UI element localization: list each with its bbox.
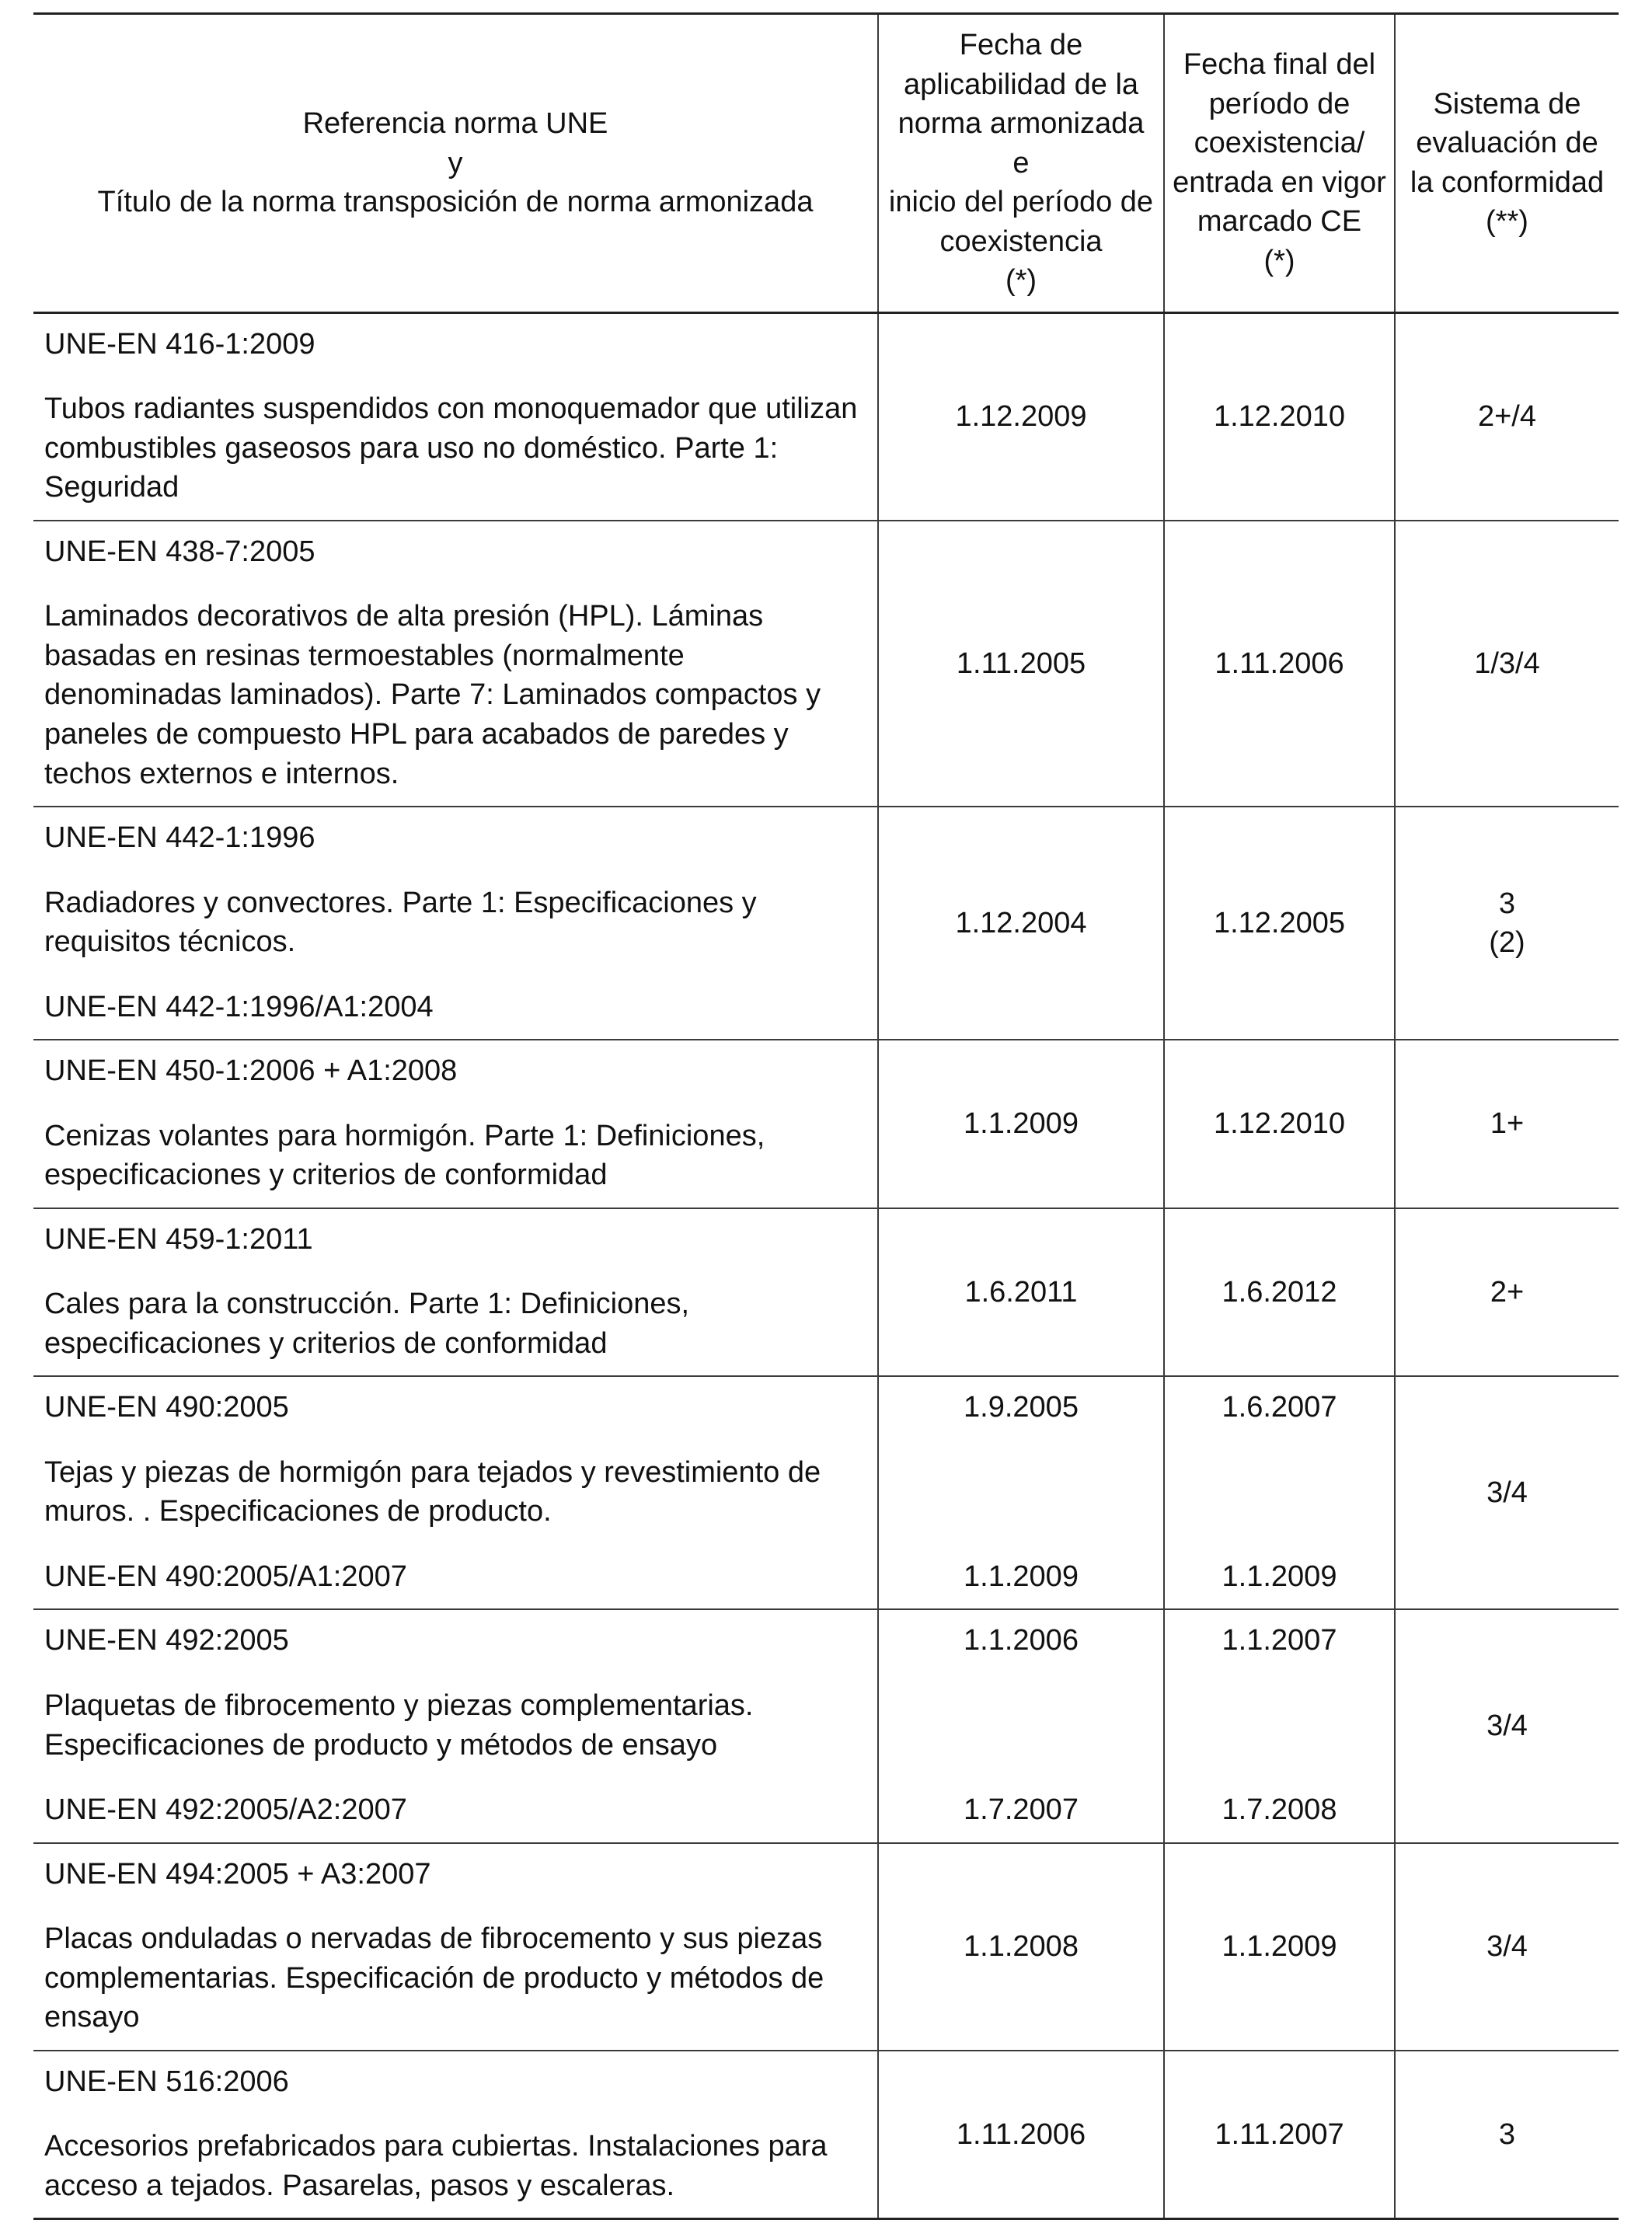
split-dates (885, 1388, 1157, 1596)
end-period-date: 1.11.2007 (1164, 2051, 1395, 2219)
standard-title: Laminados decorativos de alta presión (HPL). Láminas basadas en resinas termoestables (normalmente denominadas laminados). Parte 7: Laminados compactos y paneles de compuesto HPL para acabados de paredes y techos externos e internos. (44, 600, 821, 790)
amendment-end-period-date: 1.7.2008 (1222, 1793, 1337, 1826)
standard-code: UNE-EN 494:2005 + A3:2007 (44, 1857, 431, 1891)
header-system-line: (**) (1486, 205, 1528, 239)
split-dates (1171, 1388, 1388, 1596)
header-applicability-line: (*) (1005, 264, 1037, 298)
end-period-date: 1.6.2007 (1222, 1391, 1337, 1424)
table-row (33, 1376, 1619, 1609)
standard-title: Tejas y piezas de hormigón para tejados y revestimiento de muros. . Especificaciones de producto. (44, 1455, 821, 1528)
header-reference-line: y (448, 146, 463, 179)
applicability-date: 1.12.2009 (878, 312, 1164, 521)
header-applicability-line: norma armonizada e (897, 107, 1145, 179)
header-reference-line: Referencia norma UNE (302, 107, 608, 141)
header-end-period-line: entrada en vigor (1173, 166, 1386, 199)
header-end-period-line: coexistencia/ (1194, 127, 1365, 160)
standard-code: UNE-EN 490:2005 (44, 1391, 289, 1424)
standard-title: Cales para la construcción. Parte 1: Definiciones, especificaciones y criterios de conformidad (44, 1288, 690, 1360)
applicability-date: 1.11.2005 (878, 521, 1164, 807)
reference-cell (33, 312, 878, 521)
standard-code: UNE-EN 416-1:2009 (44, 327, 315, 361)
standard-code: UNE-EN 438-7:2005 (44, 535, 315, 568)
conformity-system-note: (2) (1489, 926, 1525, 960)
conformity-system (1395, 807, 1619, 1040)
applicability-date: 1.12.2004 (878, 807, 1164, 1040)
header-applicability-line: inicio del período de (888, 186, 1154, 219)
table-row (33, 312, 1619, 521)
end-period-date-cell (1164, 1609, 1395, 1842)
conformity-system: 2+ (1395, 1208, 1619, 1377)
header-conformity-system (1395, 14, 1619, 313)
reference-cell (33, 1040, 878, 1208)
end-period-date: 1.11.2006 (1164, 521, 1395, 807)
table-row (33, 807, 1619, 1040)
standard-title: Tubos radiantes suspendidos con monoquemador que utilizan combustibles gaseosos para uso no doméstico. Parte 1: Seguridad (44, 392, 858, 504)
standard-amendment: UNE-EN 442-1:1996/A1:2004 (44, 990, 434, 1023)
header-applicability-line: Fecha de (959, 29, 1083, 61)
reference-cell (33, 807, 878, 1040)
applicability-date: 1.1.2006 (964, 1624, 1079, 1657)
header-end-period-line: (*) (1263, 244, 1295, 277)
end-period-date: 1.1.2009 (1164, 1843, 1395, 2051)
standard-code: UNE-EN 492:2005 (44, 1624, 289, 1657)
amendment-end-period-date: 1.1.2009 (1222, 1560, 1337, 1593)
reference-cell (33, 2051, 878, 2219)
applicability-date: 1.6.2011 (878, 1208, 1164, 1377)
conformity-system: 3 (1395, 2051, 1619, 2219)
table-row (33, 1609, 1619, 1842)
standard-title: Placas onduladas o nervadas de fibrocemento y sus piezas complementarias. Especificación de producto y métodos de ensayo (44, 1922, 824, 2034)
end-period-date: 1.12.2005 (1164, 807, 1395, 1040)
end-period-date: 1.12.2010 (1164, 1040, 1395, 1208)
amendment-applicability-date: 1.1.2009 (964, 1560, 1079, 1593)
reference-cell (33, 1376, 878, 1609)
header-end-period-line: Fecha final del (1183, 48, 1376, 82)
header-system-line: evaluación de (1416, 127, 1598, 160)
header-reference (33, 14, 878, 313)
standard-code: UNE-EN 442-1:1996 (44, 821, 315, 855)
end-period-date: 1.1.2007 (1222, 1624, 1337, 1657)
table-row (33, 2051, 1619, 2219)
amendment-applicability-date: 1.7.2007 (964, 1793, 1079, 1826)
standard-code: UNE-EN 450-1:2006 + A1:2008 (44, 1054, 458, 1088)
standard-title: Cenizas volantes para hormigón. Parte 1: Definiciones, especificaciones y criterios de conformidad (44, 1119, 765, 1192)
applicability-date: 1.1.2009 (878, 1040, 1164, 1208)
header-applicability-line: coexistencia (939, 225, 1103, 258)
header-end-period-line: período de (1208, 87, 1351, 120)
conformity-system: 1+ (1395, 1040, 1619, 1208)
header-end-period-date (1164, 14, 1395, 313)
table-row (33, 1040, 1619, 1208)
header-applicability-line: aplicabilidad de la (903, 68, 1139, 101)
end-period-date: 1.12.2010 (1164, 312, 1395, 521)
header-system-line: la conformidad (1410, 166, 1605, 199)
applicability-date-cell (878, 1609, 1164, 1842)
header-applicability-date (878, 14, 1164, 313)
conformity-system: 3/4 (1395, 1376, 1619, 1609)
table-row (33, 1208, 1619, 1377)
applicability-date: 1.9.2005 (964, 1391, 1079, 1424)
applicability-date: 1.11.2006 (878, 2051, 1164, 2219)
table-header-row (33, 14, 1619, 313)
reference-cell (33, 1843, 878, 2051)
conformity-system: 2+/4 (1395, 312, 1619, 521)
reference-cell (33, 1609, 878, 1842)
standard-amendment: UNE-EN 490:2005/A1:2007 (44, 1560, 407, 1593)
standard-title: Radiadores y convectores. Parte 1: Especificaciones y requisitos técnicos. (44, 886, 757, 959)
standard-amendment: UNE-EN 492:2005/A2:2007 (44, 1793, 407, 1827)
standard-code: UNE-EN 459-1:2011 (44, 1222, 313, 1256)
reference-cell (33, 1208, 878, 1377)
harmonized-standards-table (33, 12, 1619, 2220)
table-row (33, 521, 1619, 807)
header-end-period-line: marcado CE (1197, 205, 1362, 239)
header-reference-line: Título de la norma transposición de norma armonizada (97, 186, 814, 219)
reference-cell (33, 521, 878, 807)
end-period-date-cell (1164, 1376, 1395, 1609)
applicability-date-cell (878, 1376, 1164, 1609)
split-dates (1171, 1621, 1388, 1829)
table-row (33, 1843, 1619, 2051)
conformity-system: 1/3/4 (1395, 521, 1619, 807)
conformity-system: 3/4 (1395, 1843, 1619, 2051)
end-period-date: 1.6.2012 (1164, 1208, 1395, 1377)
conformity-system: 3/4 (1395, 1609, 1619, 1842)
standard-code: UNE-EN 516:2006 (44, 2065, 289, 2098)
conformity-system-value: 3 (1498, 887, 1516, 920)
applicability-date: 1.1.2008 (878, 1843, 1164, 2051)
standard-title: Plaquetas de fibrocemento y piezas complementarias. Especificaciones de producto y métodos de ensayo (44, 1689, 754, 1762)
standard-title: Accesorios prefabricados para cubiertas. Instalaciones para acceso a tejados. Pasarelas, pasos y escaleras. (44, 2130, 828, 2202)
split-dates (885, 1621, 1157, 1829)
header-system-line: Sistema de (1433, 87, 1581, 120)
